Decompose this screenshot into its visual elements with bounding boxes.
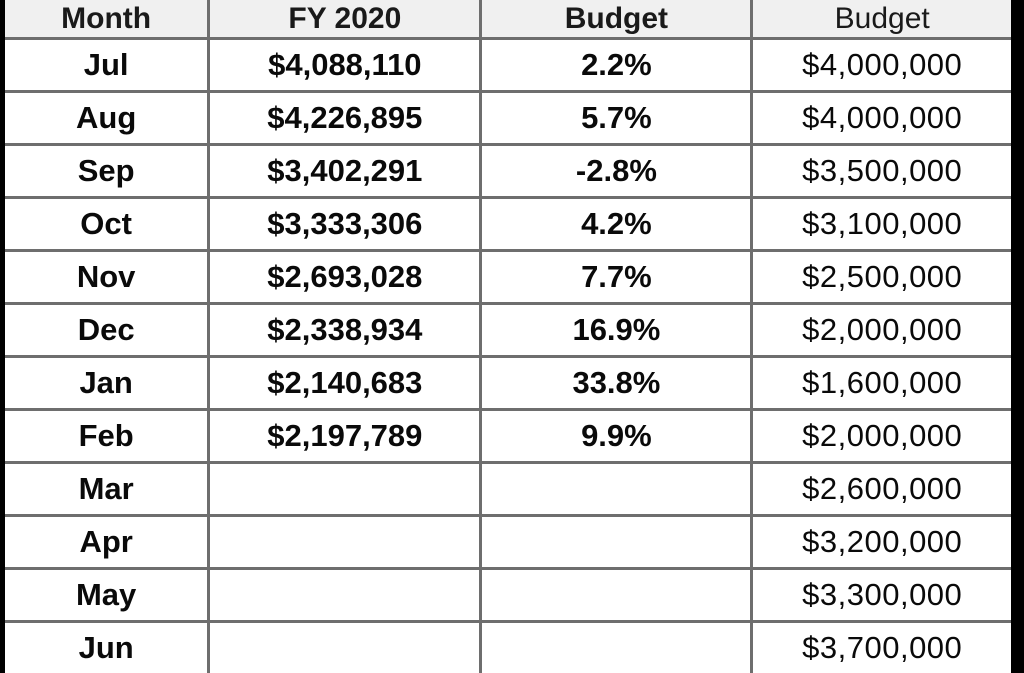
table-row[interactable] <box>5 251 1011 304</box>
cell-month[interactable]: Mar <box>5 463 209 516</box>
table-row[interactable] <box>5 304 1011 357</box>
cell-variance[interactable]: 33.8% <box>481 357 752 410</box>
cell-actual[interactable]: $3,402,291 <box>209 145 481 198</box>
cell-variance[interactable] <box>481 463 752 516</box>
cell-variance[interactable] <box>481 569 752 622</box>
cell-month[interactable]: Aug <box>5 92 209 145</box>
table-row[interactable] <box>5 569 1011 622</box>
cell-actual[interactable] <box>209 569 481 622</box>
cell-budget[interactable]: $2,500,000 <box>752 251 1011 304</box>
cell-variance[interactable]: -2.8% <box>481 145 752 198</box>
cell-actual[interactable] <box>209 463 481 516</box>
table-row[interactable] <box>5 516 1011 569</box>
cell-budget[interactable]: $2,600,000 <box>752 463 1011 516</box>
cell-variance[interactable]: 9.9% <box>481 410 752 463</box>
table-row[interactable] <box>5 463 1011 516</box>
column-header-budget[interactable]: Budget <box>752 0 1011 39</box>
cell-variance[interactable]: 7.7% <box>481 251 752 304</box>
table-body <box>5 39 1011 673</box>
cell-month[interactable]: Apr <box>5 516 209 569</box>
table-row[interactable] <box>5 145 1011 198</box>
cell-variance[interactable]: 16.9% <box>481 304 752 357</box>
cell-budget[interactable]: $3,300,000 <box>752 569 1011 622</box>
cell-budget[interactable]: $3,100,000 <box>752 198 1011 251</box>
cell-month[interactable]: Jul <box>5 39 209 92</box>
cell-budget[interactable]: $4,000,000 <box>752 92 1011 145</box>
cell-variance[interactable]: 4.2% <box>481 198 752 251</box>
cell-actual[interactable]: $3,333,306 <box>209 198 481 251</box>
cell-actual[interactable]: $2,693,028 <box>209 251 481 304</box>
cell-actual[interactable]: $4,088,110 <box>209 39 481 92</box>
column-header-variance[interactable]: Budget <box>481 0 752 39</box>
table-row[interactable] <box>5 622 1011 673</box>
cell-budget[interactable]: $3,700,000 <box>752 622 1011 673</box>
cell-actual[interactable]: $2,338,934 <box>209 304 481 357</box>
cell-month[interactable]: Sep <box>5 145 209 198</box>
cell-variance[interactable]: 2.2% <box>481 39 752 92</box>
table-header-row <box>5 0 1011 39</box>
cell-variance[interactable] <box>481 622 752 673</box>
cell-budget[interactable]: $1,600,000 <box>752 357 1011 410</box>
cell-actual[interactable] <box>209 516 481 569</box>
table-row[interactable] <box>5 410 1011 463</box>
cell-month[interactable]: Jan <box>5 357 209 410</box>
table-row[interactable] <box>5 39 1011 92</box>
cell-budget[interactable]: $2,000,000 <box>752 304 1011 357</box>
cell-budget[interactable]: $3,500,000 <box>752 145 1011 198</box>
cell-actual[interactable]: $2,197,789 <box>209 410 481 463</box>
cell-actual[interactable]: $2,140,683 <box>209 357 481 410</box>
cell-actual[interactable]: $4,226,895 <box>209 92 481 145</box>
column-header-month[interactable]: Month <box>5 0 209 39</box>
table-row[interactable] <box>5 198 1011 251</box>
monthly-revenue-vs-budget-table <box>5 0 1011 673</box>
cell-month[interactable]: Oct <box>5 198 209 251</box>
cell-actual[interactable] <box>209 622 481 673</box>
column-header-fy2020[interactable]: FY 2020 <box>209 0 481 39</box>
cell-month[interactable]: Dec <box>5 304 209 357</box>
cell-budget[interactable]: $4,000,000 <box>752 39 1011 92</box>
cell-month[interactable]: Feb <box>5 410 209 463</box>
table-header <box>5 0 1011 39</box>
cell-budget[interactable]: $3,200,000 <box>752 516 1011 569</box>
cell-month[interactable]: May <box>5 569 209 622</box>
table-row[interactable] <box>5 357 1011 410</box>
cell-variance[interactable] <box>481 516 752 569</box>
cell-month[interactable]: Nov <box>5 251 209 304</box>
cell-variance[interactable]: 5.7% <box>481 92 752 145</box>
cell-month[interactable]: Jun <box>5 622 209 673</box>
cell-budget[interactable]: $2,000,000 <box>752 410 1011 463</box>
table-row[interactable] <box>5 92 1011 145</box>
